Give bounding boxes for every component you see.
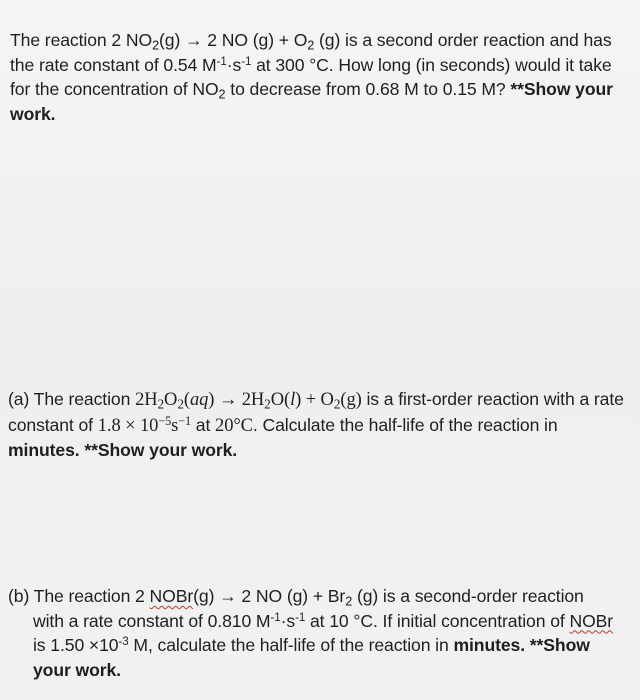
q2-text-part: . Calculate the half-life of the reaction in — [252, 414, 558, 435]
rate-constant — [97, 413, 191, 436]
eq-superscript: −5 — [158, 413, 172, 428]
q3-superscript: -1 — [295, 610, 306, 624]
q1-subscript: 2 — [152, 38, 160, 53]
eq-part: s — [171, 415, 179, 436]
q1-text-part: ·s — [226, 54, 242, 75]
q1-superscript: -1 — [216, 54, 227, 68]
show-work-note: **Show your work. — [79, 440, 238, 460]
q3-text-part: at 10 °C. If initial concentration of — [305, 610, 570, 631]
eq-part: aq — [189, 390, 209, 410]
eq-part: 1.8 × 10 — [97, 415, 159, 436]
show-work-note: **Show your work. — [10, 79, 613, 124]
question-2b-text — [8, 584, 632, 682]
q3-line-2 — [8, 609, 632, 634]
q1-text-part: to decrease from 0.68 M to 0.15 M? — [225, 79, 511, 99]
q1-text-part: (g) is a second order reaction and has the rate constant of 0.54 M — [10, 30, 612, 75]
question-2a-text — [8, 387, 632, 463]
show-work-note: **Show — [525, 635, 590, 655]
minutes-emphasis: minutes. — [453, 635, 526, 655]
eq-subscript: 2 — [264, 396, 271, 412]
q3-subscript: 2 — [345, 594, 353, 609]
q3-text-part: ·s — [280, 610, 296, 631]
q3-text-part: with a rate constant of 0.810 M — [33, 610, 271, 631]
q3-superscript: -3 — [118, 635, 129, 649]
eq-part: O — [164, 390, 178, 410]
q3-line-1 — [8, 584, 632, 609]
reaction-arrow: → — [180, 30, 208, 50]
q2-text-part: at — [190, 414, 216, 435]
eq-part: ( — [183, 390, 190, 410]
q2-text-part: is a first-order reaction with a rate constant of — [8, 389, 624, 435]
q1-text-part: (g) — [159, 30, 181, 50]
eq-part: l — [290, 390, 296, 410]
eq-subscript: 2 — [333, 396, 341, 412]
q1-superscript: -1 — [241, 54, 252, 68]
q3-line-4: your work. — [33, 659, 121, 680]
spellcheck-word: NOBr — [569, 610, 614, 631]
q3-text-part: (g) is a second-order reaction — [352, 586, 584, 606]
eq-superscript: −1 — [178, 413, 191, 428]
minutes-emphasis: minutes. — [8, 440, 80, 460]
q3-text-part: M, calculate the half-life of the reaction in — [128, 635, 454, 655]
eq-subscript: 2 — [177, 396, 184, 412]
eq-part: ) + O — [295, 390, 334, 410]
reaction-equation — [135, 390, 362, 410]
q3-text-part: (g) → 2 NO (g) + Br — [193, 586, 346, 606]
eq-part: ) → 2H — [208, 390, 265, 410]
question-1-text — [10, 28, 632, 126]
q1-text-part: The reaction 2 NO — [10, 30, 153, 50]
q3-line-3 — [8, 633, 632, 658]
q3-text-part: (b) The reaction 2 — [8, 586, 150, 606]
q1-text-part: 2 NO (g) + O — [207, 30, 308, 50]
temperature: 20°C — [215, 415, 253, 436]
eq-part: (g) — [340, 390, 362, 410]
q2-text-part: (a) The reaction — [8, 389, 136, 409]
spellcheck-word: NOBr — [149, 586, 194, 606]
q1-subscript: 2 — [307, 38, 315, 53]
eq-subscript: 2 — [157, 396, 165, 412]
eq-part: 2H — [135, 390, 158, 410]
q3-text-part: is 1.50 ×10 — [33, 635, 119, 655]
q3-superscript: -1 — [270, 610, 281, 624]
eq-part: O( — [270, 390, 291, 410]
q1-text-part: at 300 °C. How long (in seconds) would it take for the concentration of NO — [10, 54, 612, 99]
q1-subscript: 2 — [218, 87, 226, 102]
